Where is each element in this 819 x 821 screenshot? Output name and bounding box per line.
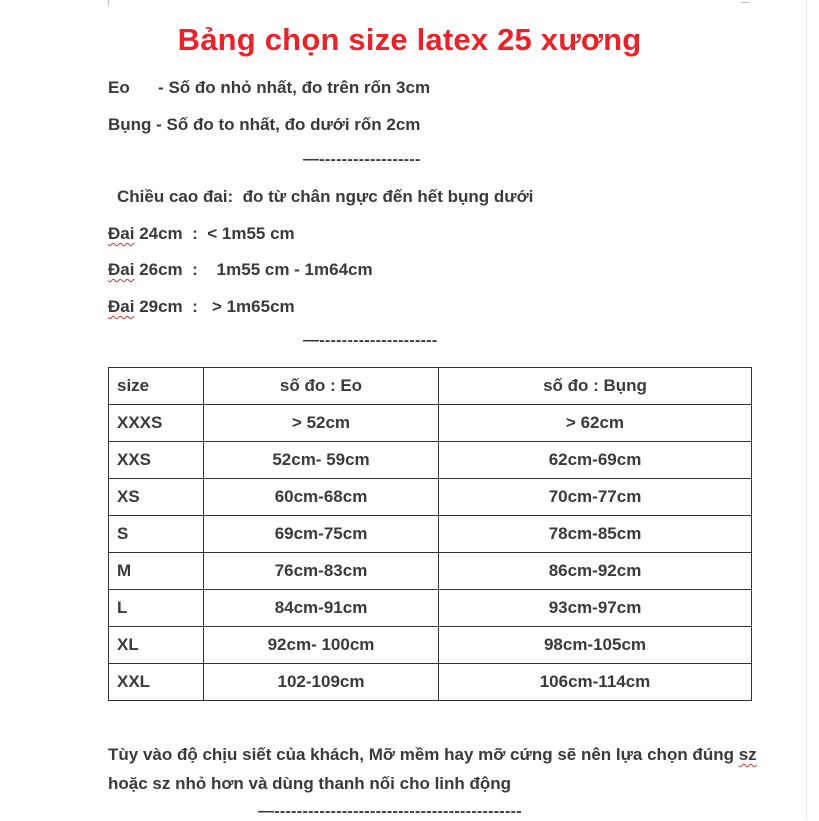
page-edge-right	[806, 0, 807, 819]
page-edge-left	[108, 0, 109, 6]
definition-eo: Eo - Số đo nhỏ nhất, đo trên rốn 3cm	[108, 78, 431, 97]
table-cell-belly: 98cm-105cm	[439, 627, 752, 664]
table-cell-size: XS	[109, 479, 204, 516]
size-table	[108, 367, 752, 701]
sizing-note	[108, 740, 768, 798]
table-row	[109, 553, 752, 590]
belt-height-item	[108, 260, 373, 280]
belt-word: Đai	[108, 297, 135, 316]
belt-height-value: 24cm : < 1m55 cm	[134, 224, 295, 243]
table-cell-belly: 78cm-85cm	[439, 516, 752, 553]
table-row	[109, 516, 752, 553]
table-cell-belly: 86cm-92cm	[439, 553, 752, 590]
page-corner-mark	[741, 2, 749, 3]
table-cell-waist: 69cm-75cm	[204, 516, 439, 553]
table-cell-size: S	[109, 516, 204, 553]
table-cell-size: XL	[109, 627, 204, 664]
page-title: Bảng chọn size latex 25 xương	[177, 22, 642, 57]
table-row	[109, 664, 752, 701]
belt-height-value: 29cm : > 1m65cm	[134, 297, 295, 316]
table-cell-waist: > 52cm	[204, 405, 439, 442]
table-cell-waist: 92cm- 100cm	[204, 627, 439, 664]
definition-bung: Bụng - Số đo to nhất, đo dưới rốn 2cm	[108, 115, 421, 134]
sizing-note-sz: sz	[738, 745, 757, 764]
table-cell-waist: 52cm- 59cm	[204, 442, 439, 479]
table-cell-belly: 106cm-114cm	[439, 664, 752, 701]
separator-3: —--------------------------------------------	[258, 803, 522, 820]
table-cell-waist: 84cm-91cm	[204, 590, 439, 627]
table-cell-size: L	[109, 590, 204, 627]
table-row	[109, 442, 752, 479]
table-cell-waist: 102-109cm	[204, 664, 439, 701]
table-cell-belly: > 62cm	[439, 405, 752, 442]
belt-height-item	[108, 224, 295, 244]
separator-2: —---------------------	[303, 332, 438, 349]
table-header-row	[109, 368, 752, 405]
table-row	[109, 627, 752, 664]
belt-word: Đai	[108, 224, 135, 243]
table-cell-size: XXL	[109, 664, 204, 701]
table-header-size: size	[109, 368, 204, 405]
sizing-note-text-end: hoặc sz nhỏ hơn và dùng thanh nối cho linh động	[108, 774, 512, 793]
belt-height-heading: Chiều cao đai: đo từ chân ngực đến hết bụng dưới	[117, 187, 534, 206]
table-cell-belly: 62cm-69cm	[439, 442, 752, 479]
table-row	[109, 405, 752, 442]
belt-word: Đai	[108, 260, 135, 279]
table-cell-waist: 60cm-68cm	[204, 479, 439, 516]
belt-height-item	[108, 297, 295, 317]
table-cell-size: XXS	[109, 442, 204, 479]
sizing-note-text: Tùy vào độ chịu siết của khách, Mỡ mềm hay mỡ cứng sẽ nên lựa chọn đúng	[108, 745, 739, 764]
table-cell-size: M	[109, 553, 204, 590]
table-cell-size: XXXS	[109, 405, 204, 442]
table-header-waist: số đo : Eo	[204, 368, 439, 405]
table-header-belly: số đo : Bụng	[439, 368, 752, 405]
table-cell-belly: 93cm-97cm	[439, 590, 752, 627]
table-row	[109, 590, 752, 627]
table-cell-waist: 76cm-83cm	[204, 553, 439, 590]
separator-1: —------------------	[303, 151, 421, 168]
table-cell-belly: 70cm-77cm	[439, 479, 752, 516]
belt-height-value: 26cm : 1m55 cm - 1m64cm	[134, 260, 373, 279]
table-row	[109, 479, 752, 516]
